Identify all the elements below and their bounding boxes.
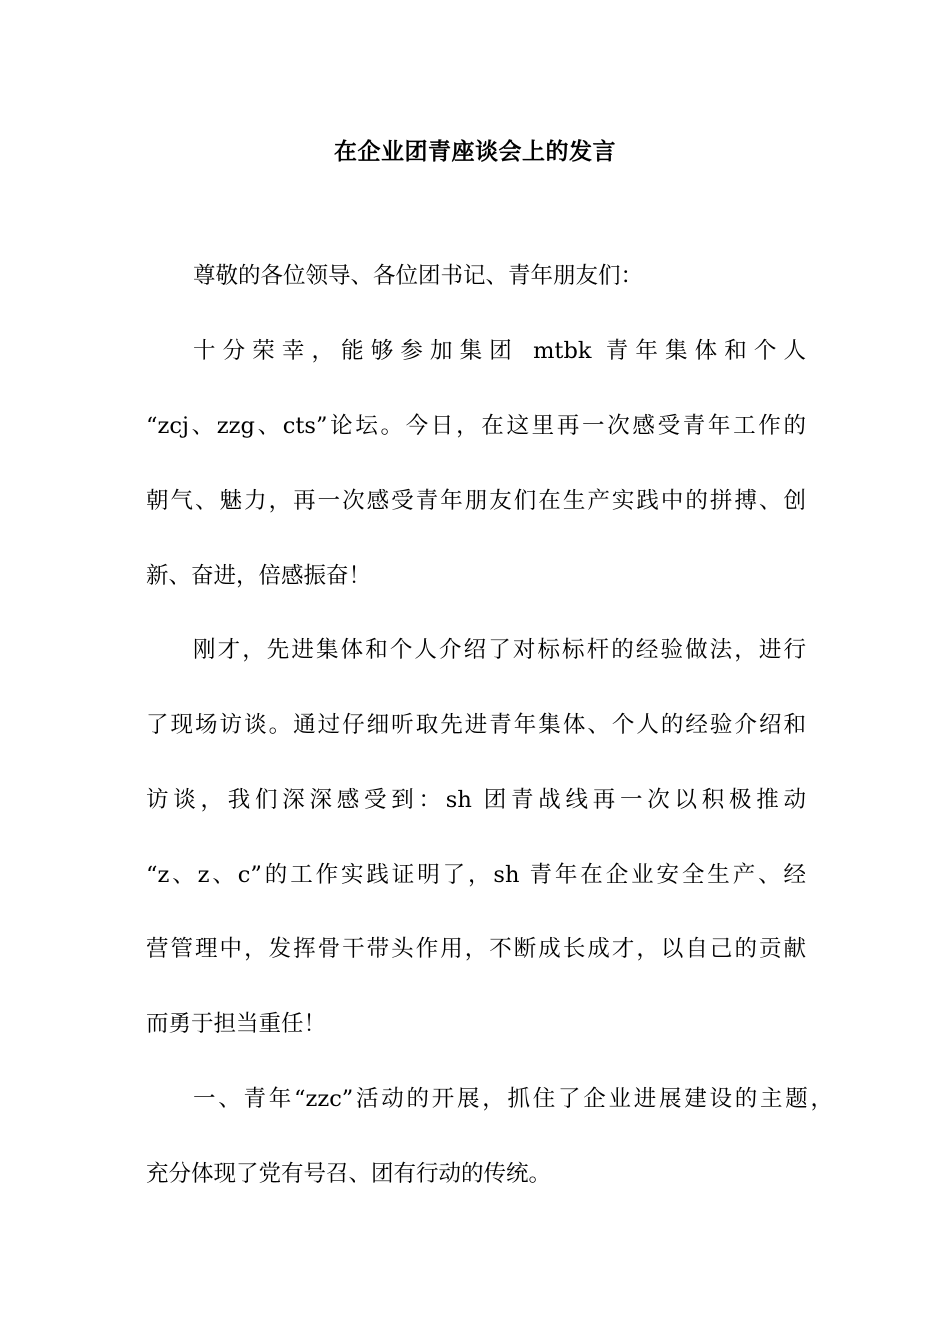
section-heading-line: 一、青年“zzc”活动的开展，抓住了企业进展建设的主题， <box>193 1086 833 1112</box>
paragraph-line: “zcj、zzg、cts”论坛。今日，在这里再一次感受青年工作的 <box>146 413 806 439</box>
paragraph-line: 刚才，先进集体和个人介绍了对标标杆的经验做法，进行 <box>193 637 806 663</box>
document-title: 在企业团青座谈会上的发言 <box>334 139 616 165</box>
paragraph-line: 充分体现了党有号召、团有行动的传统。 <box>146 1161 552 1187</box>
paragraph-line: 十分荣幸，能够参加集团 mtbk 青年集体和个人 <box>193 338 806 364</box>
paragraph-line: 朝气、魅力，再一次感受青年朋友们在生产实践中的拼搏、创 <box>146 488 806 514</box>
paragraph-line: 新、奋进，倍感振奋！ <box>146 563 372 589</box>
paragraph-line: 而勇于担当重任！ <box>146 1011 327 1037</box>
paragraph-line: 了现场访谈。通过仔细听取先进青年集体、个人的经验介绍和 <box>146 712 806 738</box>
paragraph-line: 营管理中，发挥骨干带头作用，不断成长成才，以自己的贡献 <box>146 936 806 962</box>
salutation-line: 尊敬的各位领导、各位团书记、青年朋友们： <box>193 263 644 289</box>
paragraph-line: “z、z、c”的工作实践证明了，sh 青年在企业安全生产、经 <box>146 862 806 888</box>
paragraph-line: 访谈，我们深深感受到：sh 团青战线再一次以积极推动 <box>146 787 806 813</box>
